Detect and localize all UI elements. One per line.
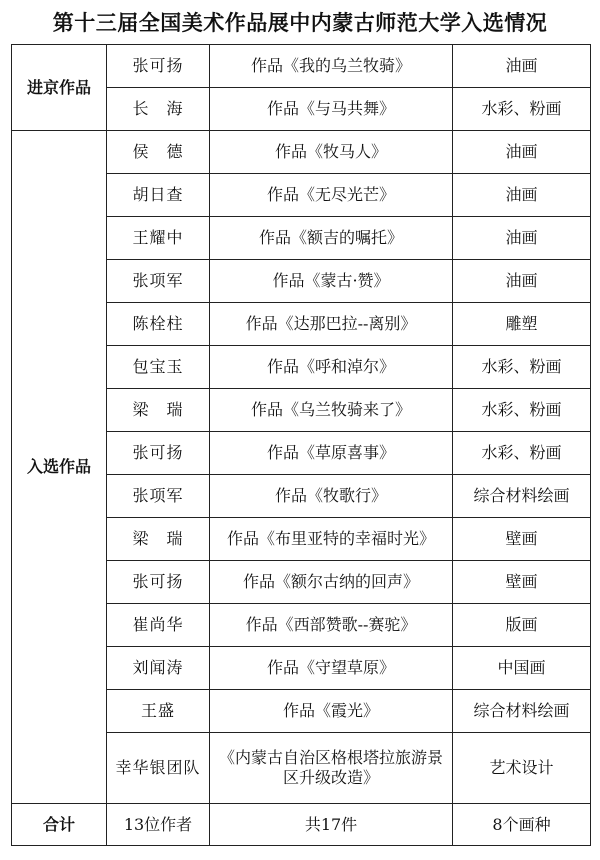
artist-cell: 梁 瑞: [107, 518, 210, 561]
medium-cell: 油画: [453, 174, 591, 217]
artist-cell: 张可扬: [107, 432, 210, 475]
work-cell: 作品《蒙古·赞》: [210, 260, 453, 303]
artist-cell: 张可扬: [107, 45, 210, 88]
work-cell: 作品《乌兰牧骑来了》: [210, 389, 453, 432]
summary-label: 合计: [12, 804, 107, 846]
artist-cell: 梁 瑞: [107, 389, 210, 432]
artist-cell: 胡日查: [107, 174, 210, 217]
artist-cell: 王耀中: [107, 217, 210, 260]
page-title: 第十三届全国美术作品展中内蒙古师范大学入选情况: [52, 11, 548, 35]
artist-cell: 侯 德: [107, 131, 210, 174]
work-cell: 作品《额吉的嘱托》: [210, 217, 453, 260]
summary-types: 8个画种: [453, 804, 591, 846]
medium-cell: 油画: [453, 131, 591, 174]
category-selected: 入选作品: [12, 131, 107, 804]
artist-cell: 崔尚华: [107, 604, 210, 647]
work-cell: 作品《守望草原》: [210, 647, 453, 690]
medium-cell: 雕塑: [453, 303, 591, 346]
work-cell: 作品《我的乌兰牧骑》: [210, 45, 453, 88]
work-cell: 作品《西部赞歌--赛驼》: [210, 604, 453, 647]
artist-cell: 包宝玉: [107, 346, 210, 389]
medium-cell: 中国画: [453, 647, 591, 690]
artist-cell: 张项军: [107, 475, 210, 518]
work-cell: 作品《呼和淖尔》: [210, 346, 453, 389]
work-cell: 作品《达那巴拉--离别》: [210, 303, 453, 346]
medium-cell: 水彩、粉画: [453, 346, 591, 389]
medium-cell: 水彩、粉画: [453, 88, 591, 131]
summary-row: [12, 804, 591, 846]
work-cell: 作品《霞光》: [210, 690, 453, 733]
selection-table: [11, 44, 591, 846]
medium-cell: 水彩、粉画: [453, 389, 591, 432]
artist-cell: 张项军: [107, 260, 210, 303]
medium-cell: 壁画: [453, 561, 591, 604]
medium-cell: 综合材料绘画: [453, 690, 591, 733]
artist-cell: 长 海: [107, 88, 210, 131]
summary-works: 共17件: [210, 804, 453, 846]
medium-cell: 艺术设计: [453, 733, 591, 804]
medium-cell: 油画: [453, 217, 591, 260]
work-cell: 作品《牧马人》: [210, 131, 453, 174]
work-cell: 作品《额尔古纳的回声》: [210, 561, 453, 604]
category-beijing: 进京作品: [12, 45, 107, 131]
table-row: [12, 45, 591, 88]
work-cell: 作品《无尽光芒》: [210, 174, 453, 217]
medium-cell: 油画: [453, 45, 591, 88]
medium-cell: 油画: [453, 260, 591, 303]
work-cell: 作品《草原喜事》: [210, 432, 453, 475]
summary-artists: 13位作者: [107, 804, 210, 846]
medium-cell: 综合材料绘画: [453, 475, 591, 518]
work-cell: 作品《与马共舞》: [210, 88, 453, 131]
medium-cell: 版画: [453, 604, 591, 647]
medium-cell: 壁画: [453, 518, 591, 561]
work-cell: 作品《布里亚特的幸福时光》: [210, 518, 453, 561]
work-cell: 作品《牧歌行》: [210, 475, 453, 518]
work-cell: 《内蒙古自治区格根塔拉旅游景区升级改造》: [210, 733, 453, 804]
table-row: [12, 131, 591, 174]
artist-cell: 陈栓柱: [107, 303, 210, 346]
artist-cell: 张可扬: [107, 561, 210, 604]
medium-cell: 水彩、粉画: [453, 432, 591, 475]
artist-cell: 王盛: [107, 690, 210, 733]
artist-cell: 幸华银团队: [107, 733, 210, 804]
artist-cell: 刘闻涛: [107, 647, 210, 690]
